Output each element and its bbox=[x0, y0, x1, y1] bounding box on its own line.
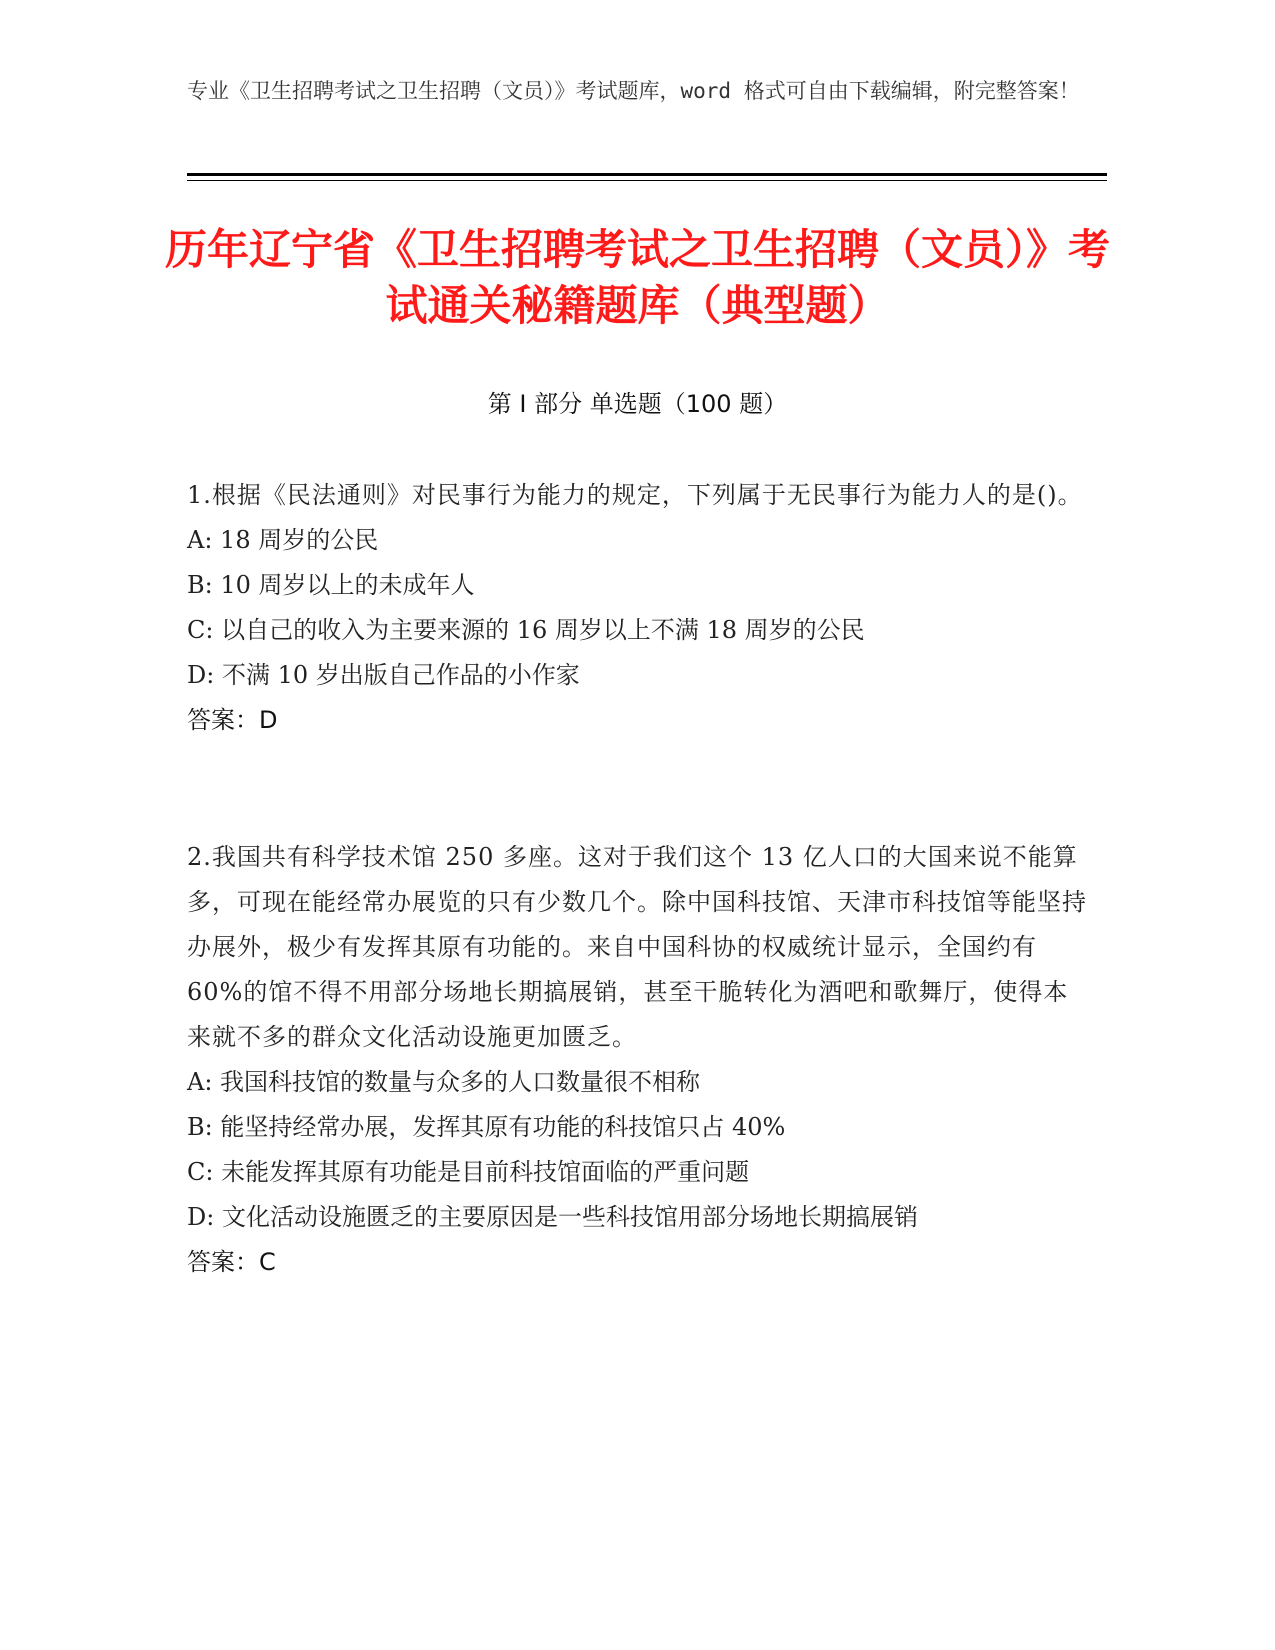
option-c: C: 以自己的收入为主要来源的 16 周岁以上不满 18 周岁的公民 bbox=[187, 616, 865, 644]
option-c: C: 未能发挥其原有功能是目前科技馆面临的严重问题 bbox=[187, 1158, 750, 1186]
option-a: A: 我国科技馆的数量与众多的人口数量很不相称 bbox=[187, 1068, 701, 1096]
answer-label: 答案：D bbox=[187, 706, 278, 734]
section-heading: 第 I 部分 单选题（100 题） bbox=[487, 390, 788, 418]
document-title: 历年辽宁省《卫生招聘考试之卫生招聘（文员）》考试通关秘籍题库（典型题） bbox=[164, 225, 1110, 330]
question-1 bbox=[187, 473, 1087, 743]
header-divider-thick bbox=[187, 173, 1107, 176]
question-stem: 2.我国共有科学技术馆 250 多座。这对于我们这个 13 亿人口的大国来说不能算多，可现在能经常办展览的只有少数几个。除中国科技馆、天津市科技馆等能坚持办展外，极少有发挥其原有功能的。来自中国科协的权威统计显示，全国约有 60%的馆不得不用部分场地长期搞展销，甚至干脆转化为酒吧和歌舞厅，使得本来就不多的群众文化活动设施更加匮乏。 bbox=[187, 843, 1087, 1051]
option-b: B: 能坚持经常办展，发挥其原有功能的科技馆只占 40% bbox=[187, 1113, 786, 1141]
option-a: A: 18 周岁的公民 bbox=[187, 526, 379, 554]
option-b: B: 10 周岁以上的未成年人 bbox=[187, 571, 475, 599]
header-note: 专业《卫生招聘考试之卫生招聘（文员）》考试题库，word 格式可自由下载编辑，附完整答案！ bbox=[187, 79, 1080, 103]
question-2 bbox=[187, 835, 1087, 1285]
option-d: D: 不满 10 岁出版自己作品的小作家 bbox=[187, 661, 580, 689]
header-divider-thin bbox=[187, 180, 1107, 181]
question-stem: 1.根据《民法通则》对民事行为能力的规定，下列属于无民事行为能力人的是()。 bbox=[187, 481, 1083, 509]
option-d: D: 文化活动设施匮乏的主要原因是一些科技馆用部分场地长期搞展销 bbox=[187, 1203, 918, 1231]
answer-label: 答案：C bbox=[187, 1248, 276, 1276]
